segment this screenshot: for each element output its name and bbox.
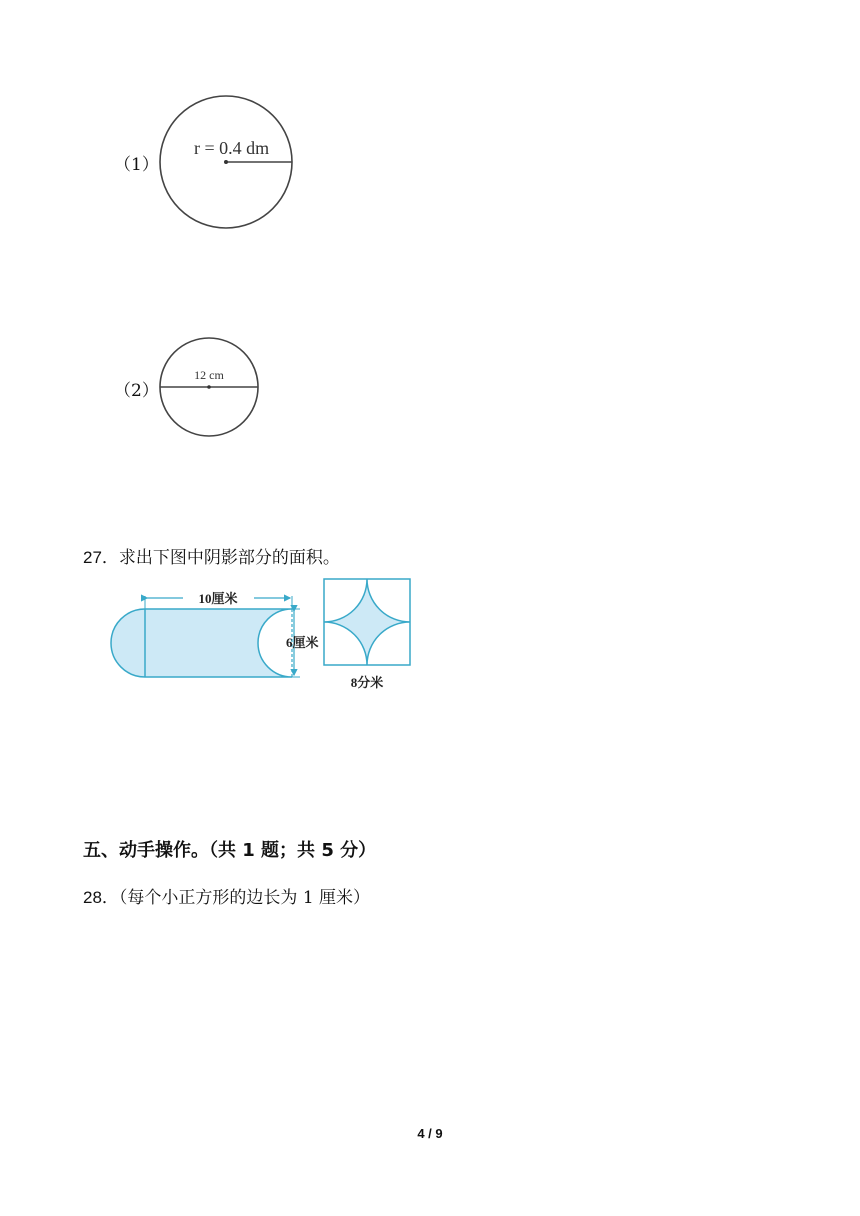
problem-number: 28． — [83, 888, 119, 907]
problem-statement: （每个小正方形的边长为 1 厘米） — [118, 888, 371, 908]
width-label: 10厘米 — [198, 591, 238, 606]
problem-number: 27． — [83, 548, 119, 567]
height-label: 6厘米 — [286, 635, 319, 650]
side-label: 8分米 — [350, 675, 384, 690]
circle-radius-figure — [150, 92, 310, 238]
center-dot — [207, 385, 211, 389]
radius-label: r = 0.4 dm — [194, 138, 270, 158]
circle-diameter-figure — [150, 336, 270, 440]
shaded-capsule-shape — [111, 609, 292, 677]
item-1-label: （1） — [114, 155, 159, 175]
problem-statement: 求出下图中阴影部分的面积。 — [118, 548, 340, 568]
problem-28-text — [83, 883, 370, 908]
page-number: 4 / 9 — [417, 1126, 443, 1141]
problem-27-text — [83, 543, 340, 568]
section-5-title: 五、动手操作。（共 1 题；共 5 分） — [83, 840, 377, 861]
diameter-label: 12 cm — [194, 368, 224, 382]
center-dot — [224, 160, 228, 164]
item-2-label: （2） — [114, 381, 159, 401]
shaded-area-figures — [104, 576, 424, 694]
